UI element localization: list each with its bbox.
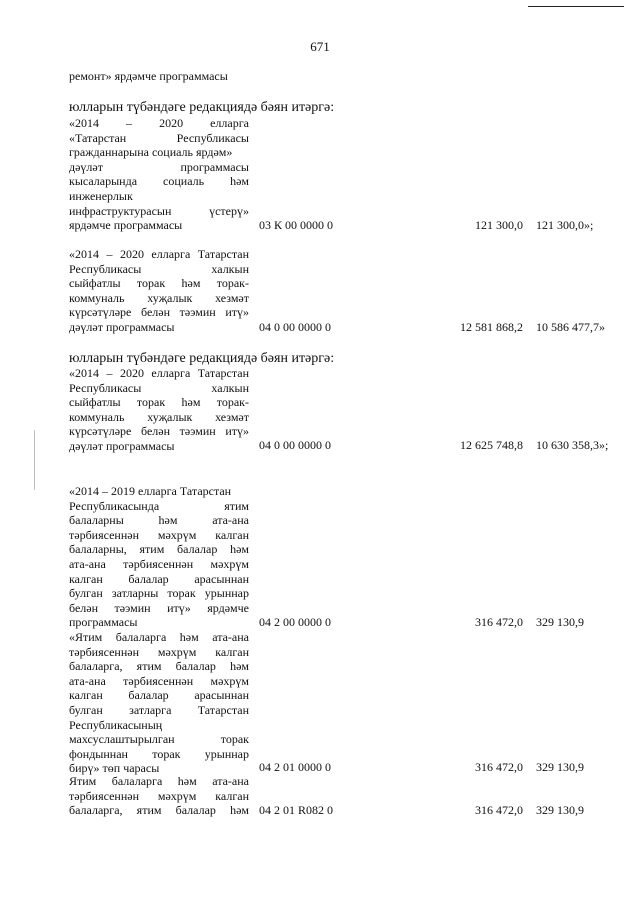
desc-line: дәүләт программасы [69,159,249,174]
desc-line: булган затларны торак урыннар [69,586,249,601]
desc-line: коммуналь хуҗалык хезмәт [69,290,249,305]
desc-line: «Ятим балаларга һәм ата-ана [69,630,249,644]
section-description [69,366,249,454]
section-intro: юлларын түбәндәге редакциядә бәян итәргә: [69,351,335,366]
desc-line: «Татарстан Республикасы [69,130,249,145]
desc-line: күрсәтүләре белән тәэмин итү» [69,424,249,439]
budget-code: 03 К 00 0000 0 [259,218,334,232]
budget-code: 04 2 01 0000 0 [259,760,331,774]
amount-2021: 316 472,0 [475,615,523,629]
desc-line: сыйфатлы торак һәм торак- [69,395,249,410]
desc-line: сыйфатлы торак һәм торак- [69,276,249,291]
amount-2022: 329 130,9 [536,615,584,629]
desc-line: Республикасының [69,717,163,732]
desc-line: «2014 – 2019 елларга Татарстан [69,484,232,498]
desc-line: инженерлык [69,188,133,203]
desc-line: балаларны һәм ата-ана [69,513,249,528]
amount-2021: 121 300,0 [475,218,523,232]
desc-line: тәрбиясеннән мәхрүм калган [69,788,249,803]
section-description [69,116,249,233]
amount-2021: 316 472,0 [475,760,523,774]
budget-code: 04 2 00 0000 0 [259,615,331,629]
desc-line: белән тәэмин итү» ярдәмче [69,600,249,615]
desc-line: балаларга, ятим балалар һәм [69,803,249,818]
desc-line: коммуналь хуҗалык хезмәт [69,409,249,424]
section-description [69,247,249,335]
desc-line: балаларга, ятим балалар һәм [69,659,249,674]
amount-2022: 10 586 477,7» [536,320,605,334]
page-number: 671 [310,39,330,54]
top-line: ремонт» ярдәмче программасы [69,69,228,83]
desc-line: дәүләт программасы [69,319,175,334]
amount-2021: 12 625 748,8 [460,438,523,452]
desc-line: «2014 – 2020 елларга Татарстан [69,366,249,380]
amount-2021: 316 472,0 [475,803,523,817]
desc-line: махсуслаштырылган торак [69,732,249,747]
desc-line: «2014 – 2020 елларга [69,116,249,130]
desc-line: Республикасы халкын [69,380,249,395]
desc-line: ярдәмче программасы [69,218,183,233]
desc-line: булган затларга Татарстан [69,702,249,717]
desc-line: «2014 – 2020 елларга Татарстан [69,247,249,261]
budget-code: 04 2 01 R082 0 [259,803,334,817]
desc-line: ата-ана тәрбиясеннән мәхрүм [69,673,249,688]
section-description [69,774,249,818]
desc-line: гражданнарына социаль ярдәм» [69,145,233,160]
margin-mark [34,430,35,490]
desc-line: кысаларында социаль һәм [69,174,249,189]
section-description [69,630,249,776]
desc-line: калган балалар арасыннан [69,571,249,586]
desc-line: ата-ана тәрбиясеннән мәхрүм [69,556,249,571]
amount-2022: 329 130,9 [536,760,584,774]
desc-line: Республикасында ятим [69,498,249,513]
desc-line: фондыннан торак урыннар [69,746,249,761]
section-intro: юлларын түбәндәге редакциядә бәян итәргә: [69,100,335,115]
budget-code: 04 0 00 0000 0 [259,320,331,334]
desc-line: бирү» төп чарасы [69,761,160,776]
desc-line: программасы [69,615,138,630]
desc-line: инфраструктурасын үстерү» [69,203,249,218]
budget-code: 04 0 00 0000 0 [259,438,331,452]
desc-line: тәрбиясеннән мәхрүм калган [69,527,249,542]
desc-line: тәрбиясеннән мәхрүм калган [69,644,249,659]
desc-line: калган балалар арасыннан [69,688,249,703]
desc-line: күрсәтүләре белән тәэмин итү» [69,305,249,320]
desc-line: Ятим балаларга һәм ата-ана [69,774,249,788]
desc-line: дәүләт программасы [69,438,175,453]
amount-2022: 121 300,0»; [536,218,594,232]
header-rule [528,6,624,7]
desc-line: балаларны, ятим балалар һәм [69,542,249,557]
amount-2022: 10 630 358,3»; [536,438,609,452]
section-description [69,484,249,630]
desc-line: Республикасы халкын [69,261,249,276]
amount-2022: 329 130,9 [536,803,584,817]
amount-2021: 12 581 868,2 [460,320,523,334]
